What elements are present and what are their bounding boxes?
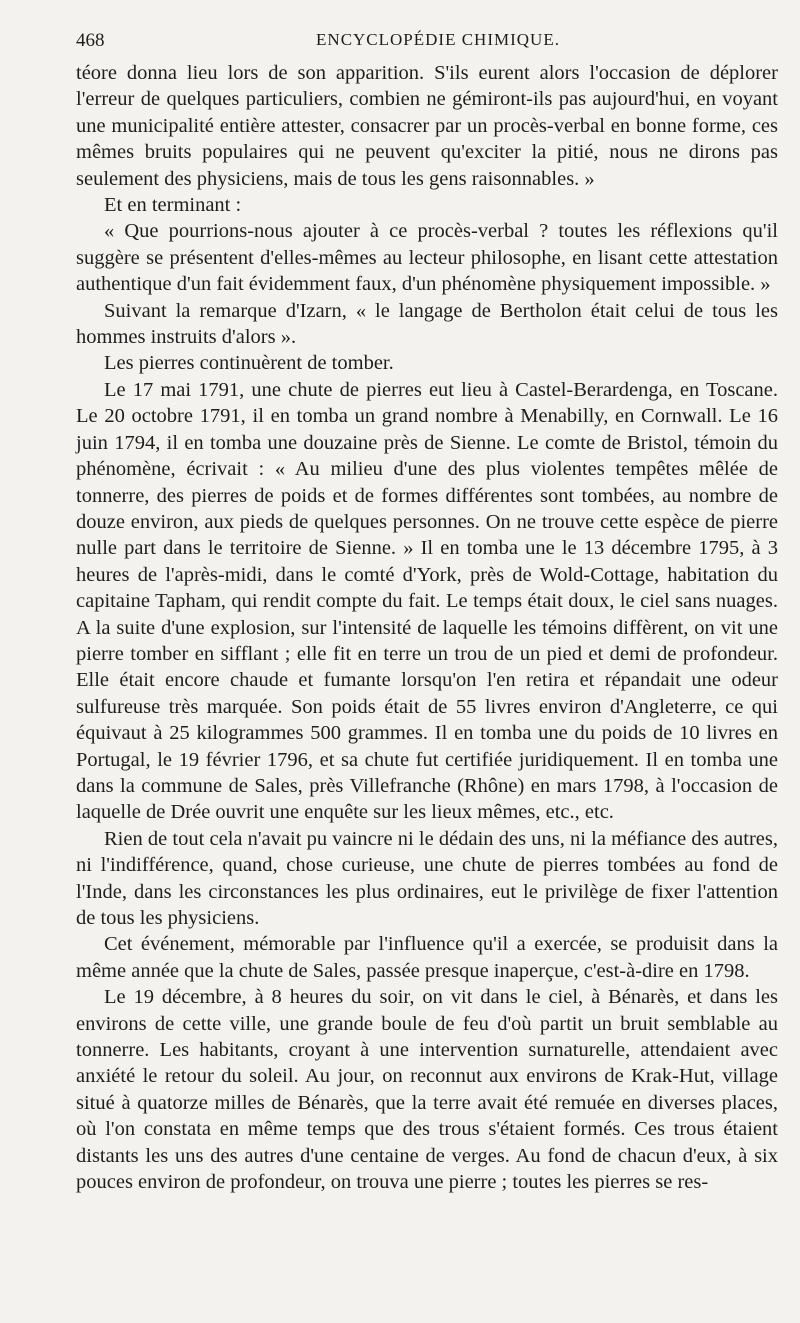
paragraph: Le 19 décembre, à 8 heures du soir, on vit dans le ciel, à Bénarès, et dans les environs de cette ville, une grande boule de feu d'où partit un bruit semblable au tonnerre. Les habitants, croyant à une intervention surnaturelle, attendaient avec anxiété le retour du soleil. Au jour, on reconnut aux environs de Krak-Hut, village situé à quatorze milles de Bénarès, que la terre avait été remuée en diverses places, où l'on constata en même temps que des trous s'étaient formés. Ces trous étaient distants les uns des autres d'une centaine de verges. Au fond de chacun d'eux, à six pouces environ de profondeur, on trouva une pierre ; toutes les pierres se res- [76,986,778,1194]
page-number: 468 [76,30,105,51]
paragraph: Et en terminant : [104,194,242,217]
paragraph: Le 17 mai 1791, une chute de pierres eut lieu à Castel-Berardenga, en Toscane. Le 20 octobre 1791, il en tomba un grand nombre à Menabilly, en Cornwall. Le 16 juin 1794, il en tomba une douzaine près de Sienne. Le comte de Bristol, témoin du phénomène, écrivait : « Au milieu d'une des plus violentes tempêtes mêlée de tonnerre, des pierres de poids et de formes différentes sont tombées, au nombre de douze environ, aux pieds de quelques personnes. On ne trouve cette espèce de pierre nulle part dans le territoire de Sienne. » Il en tomba une le 13 décembre 1795, à 3 heures de l'après-midi, dans le comté d'York, près de Wold-Cottage, habitation du capitaine Tapham, qui rendit compte du fait. Le temps était doux, le ciel sans nuages. A la suite d'une explosion, sur l'intensité de laquelle les témoins diffèrent, on vit une pierre tomber en sifflant ; elle fit en terre un trou de un pied et demi de profondeur. Elle était encore chaude et fumante lorsqu'on l'en retira et répandait une odeur sulfureuse très marquée. Son poids était de 55 livres environ d'Angleterre, ce qui équivaut à 25 kilogrammes 500 grammes. Il en tomba une du poids de 10 livres en Portugal, le 19 février 1796, et sa chute fut certifiée juridiquement. Il en tomba une dans la commune de Sales, près Villefranche (Rhône) en mars 1798, à l'occasion de laquelle de Drée ouvrit une enquête sur les lieux mêmes, etc., etc. [76,378,778,824]
paragraph: Rien de tout cela n'avait pu vaincre ni le dédain des uns, ni la méfiance des autres, ni l'indifférence, quand, chose curieuse, une chute de pierres tombées au fond de l'Inde, dans les circonstances les plus ordinaires, eut le privilège de fixer l'attention de tous les physiciens. [76,827,778,929]
paragraph: Cet événement, mémorable par l'influence qu'il a exercée, se produisit dans la même année que la chute de Sales, passée presque inaperçue, c'est-à-dire en 1798. [76,933,778,982]
paragraph-quote: « Que pourrions-nous ajouter à ce procès-verbal ? toutes les réflexions qu'il suggère se présentent d'elles-mêmes au lecteur philosophe, en lisant cette attestation authentique d'un fait évidemment faux, d'un phénomène physiquement impossible. » [76,220,778,296]
page-body [76,60,778,1195]
paragraph: Les pierres continuèrent de tomber. [104,352,394,375]
paragraph-continuation: téore donna lieu lors de son apparition. S'ils eurent alors l'occasion de déplorer l'erreur de quelques particuliers, combien ne gémiront-ils pas aujourd'hui, en voyant une municipalité entière attester, consacrer par un procès-verbal en bonne forme, ces mêmes bruits populaires qui ne peuvent qu'exciter la pitié, nous ne dirons pas seulement des physiciens, mais de tous les gens raisonnables. » [76,62,778,190]
running-title: ENCYCLOPÉDIE CHIMIQUE. [316,30,560,49]
page-header [76,26,770,56]
paragraph: Suivant la remarque d'Izarn, « le langage de Bertholon était celui de tous les hommes instruits d'alors ». [76,299,778,349]
